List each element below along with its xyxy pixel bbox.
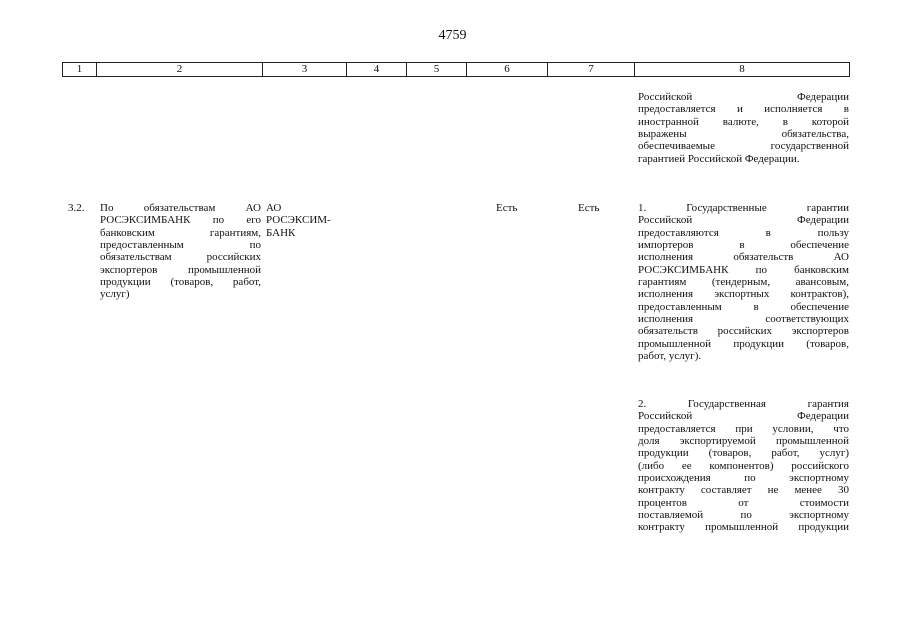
row-number: 3.2. [68, 202, 85, 214]
text-line: Российской Федерации [638, 91, 849, 103]
text-line: иностранной валюте, в которой [638, 115, 849, 128]
text-line: 2. Государственная гарантия [638, 398, 849, 410]
text-line: предоставляется и исполняется в [638, 103, 849, 116]
column-header-7: 7 [548, 63, 635, 76]
text-line: 1. Государственные гарантии [638, 202, 849, 214]
text-line: банковским гарантиям, [100, 226, 261, 239]
text-line: исполнения экспортных контрактов), [638, 288, 849, 301]
row-col7-value: Есть [578, 202, 600, 214]
text-line: обязательств российских экспортеров [638, 325, 849, 338]
text-line: исполнения соответствующих [638, 313, 849, 326]
text-line: предоставляются в пользу [638, 226, 849, 239]
text-line: процентов от стоимости [638, 496, 849, 509]
text-line: выражены обязательства, [638, 128, 849, 141]
text-line: предоставленным в обеспечение [638, 300, 849, 313]
row-organization [266, 202, 346, 239]
text-line: экспортеров промышленной [100, 263, 261, 276]
column-header-1: 1 [63, 63, 97, 76]
text-line: продукции (товаров, работ, [100, 276, 261, 289]
continuation-text [638, 91, 849, 165]
row-conditions-paragraph-1 [638, 202, 849, 362]
row-description [100, 202, 261, 301]
text-line: предоставляется при условии, что [638, 422, 849, 435]
column-header-8: 8 [739, 63, 745, 75]
text-line: гарантией Российской Федерации. [638, 152, 800, 165]
text-line: гарантиям (тендерным, авансовым, [638, 276, 849, 289]
text-line: АО [266, 202, 282, 214]
text-line: предоставленным по [100, 239, 261, 252]
text-line: услуг) [100, 288, 130, 301]
text-line: импортеров в обеспечение [638, 239, 849, 252]
text-line: доля экспортируемой промышленной [638, 435, 849, 448]
text-line: контракту промышленной продукции [638, 521, 849, 534]
text-line: РОСЭКСИМ- [266, 214, 331, 227]
row-col6-value: Есть [496, 202, 518, 214]
text-line: происхождения по экспортному [638, 472, 849, 485]
text-line: промышленной продукции (товаров, [638, 337, 849, 350]
text-line: (либо ее компонентов) российского [638, 459, 849, 472]
column-header-6: 6 [467, 63, 548, 76]
text-line: РОСЭКСИМБАНК по банковским [638, 263, 849, 276]
text-line: Российской Федерации [638, 214, 849, 227]
column-header-5: 5 [407, 63, 467, 76]
text-line: обязательствам российских [100, 251, 261, 264]
text-line: поставляемой по экспортному [638, 509, 849, 522]
table-header-row [62, 62, 850, 77]
text-line: работ, услуг). [638, 350, 702, 363]
text-line: БАНК [266, 226, 296, 239]
column-header-3: 3 [263, 63, 347, 76]
column-header-2: 2 [97, 63, 263, 76]
text-line: РОСЭКСИМБАНК по его [100, 214, 261, 227]
text-line: Российской Федерации [638, 410, 849, 423]
page-number: 4759 [438, 28, 467, 43]
column-header-4: 4 [347, 63, 407, 76]
text-line: По обязательствам АО [100, 202, 261, 214]
text-line: обеспечиваемые государственной [638, 140, 849, 153]
text-line: продукции (товаров, работ, услуг) [638, 447, 849, 460]
text-line: исполнения обязательств АО [638, 251, 849, 264]
text-line: контракту составляет не менее 30 [638, 484, 849, 497]
row-conditions-paragraph-2 [638, 398, 849, 534]
